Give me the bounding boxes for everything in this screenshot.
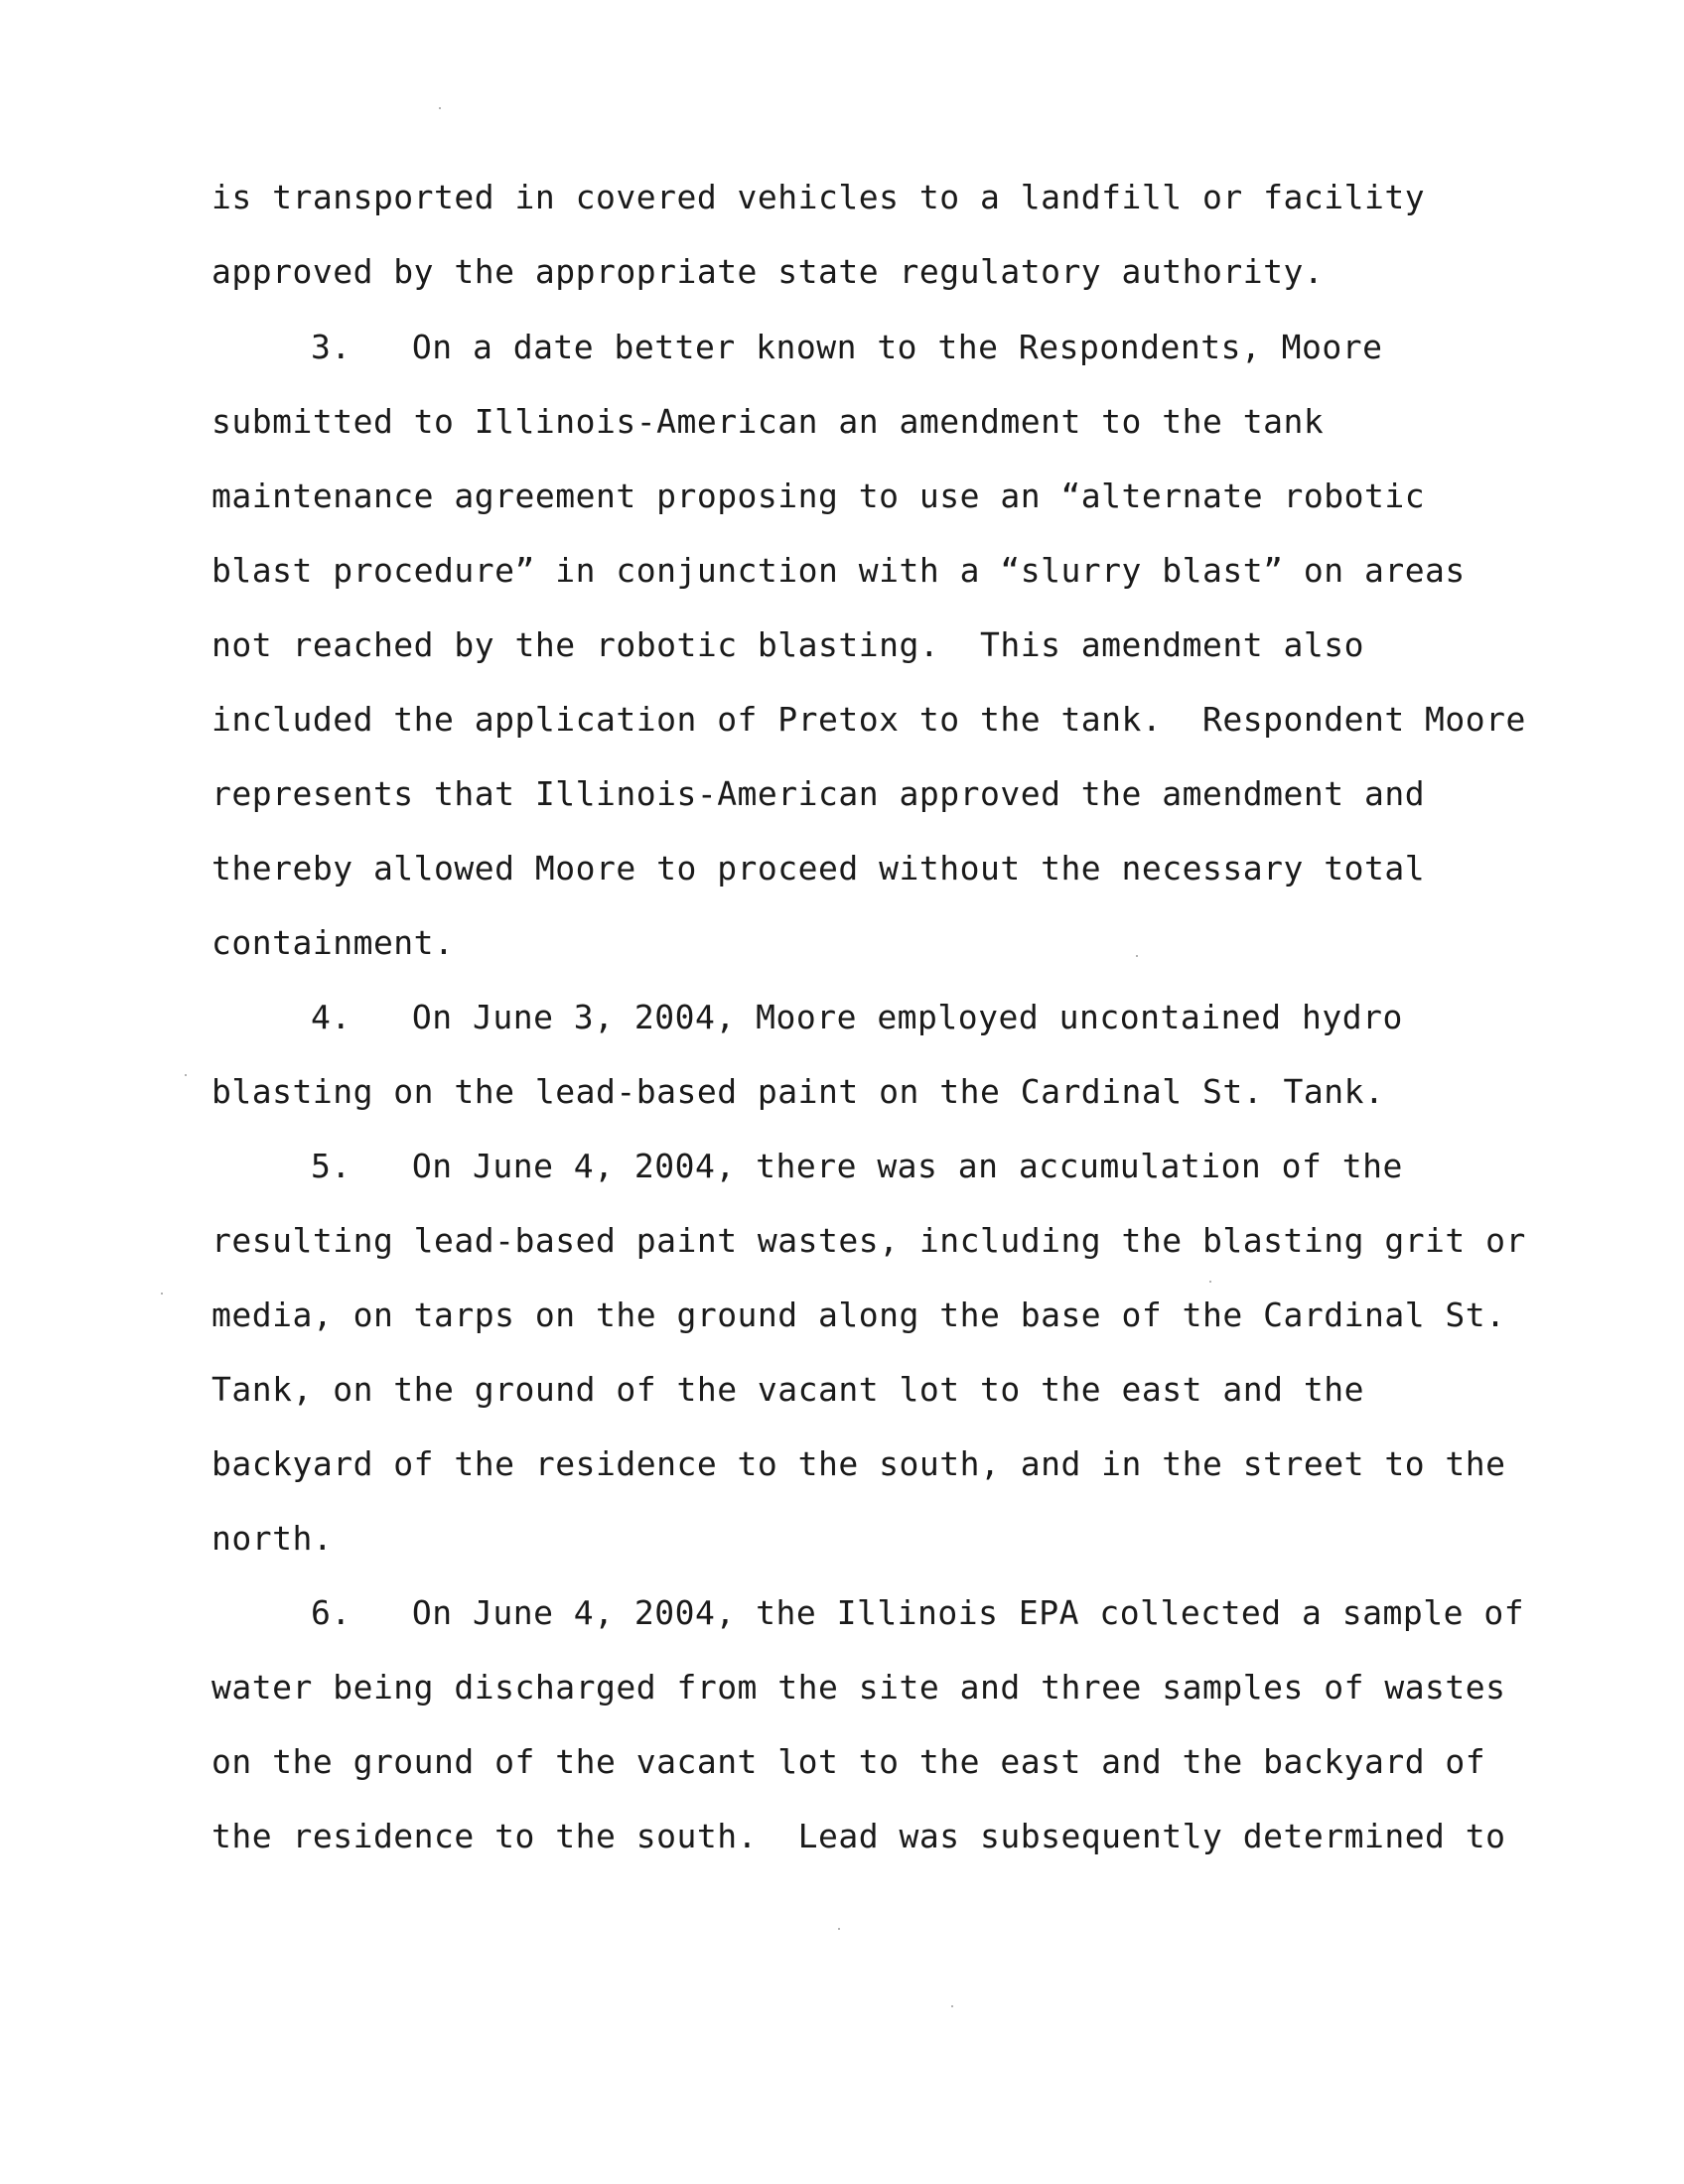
text-line: approved by the appropriate state regulatory authority.: [211, 252, 1325, 291]
paragraph-4-first-line: [311, 998, 1403, 1036]
text-line: thereby allowed Moore to proceed without the necessary total: [211, 849, 1426, 887]
text-line: north.: [211, 1519, 334, 1558]
paragraph-number: 5.: [311, 1147, 351, 1185]
text-line: represents that Illinois-American approved the amendment and: [211, 774, 1426, 813]
paragraph-5-first-line: [311, 1147, 1403, 1185]
text-line: Tank, on the ground of the vacant lot to the east and the: [211, 1370, 1364, 1409]
scan-speck: [439, 107, 441, 109]
scan-speck: [185, 1074, 187, 1076]
text-line: maintenance agreement proposing to use an “alternate robotic: [211, 477, 1426, 515]
paragraph-number: 6.: [311, 1593, 351, 1632]
text-line: is transported in covered vehicles to a landfill or facility: [211, 178, 1426, 216]
text-line: on the ground of the vacant lot to the east and the backyard of: [211, 1742, 1486, 1781]
text-line: the residence to the south. Lead was subsequently determined to: [211, 1817, 1506, 1855]
text-line: containment.: [211, 923, 455, 962]
paragraph-number: 4.: [311, 998, 351, 1036]
scan-speck: [1209, 1281, 1211, 1283]
scan-speck: [838, 1928, 840, 1930]
text-line: blast procedure” in conjunction with a “slurry blast” on areas: [211, 551, 1466, 590]
paragraph-text: On a date better known to the Respondents, Moore: [411, 328, 1383, 366]
text-line: backyard of the residence to the south, and in the street to the: [211, 1444, 1506, 1483]
paragraph-text: On June 4, 2004, there was an accumulation of the: [411, 1147, 1403, 1185]
paragraph-text: On June 3, 2004, Moore employed uncontained hydro: [411, 998, 1403, 1036]
text-line: media, on tarps on the ground along the base of the Cardinal St.: [211, 1296, 1506, 1334]
text-line: water being discharged from the site and three samples of wastes: [211, 1668, 1506, 1706]
paragraph-number: 3.: [311, 328, 351, 366]
text-line: blasting on the lead-based paint on the Cardinal St. Tank.: [211, 1072, 1385, 1111]
text-line: resulting lead-based paint wastes, including the blasting grit or: [211, 1221, 1526, 1260]
text-line: submitted to Illinois-American an amendment to the tank: [211, 402, 1325, 441]
scan-speck: [951, 2005, 953, 2007]
paragraph-6-first-line: [311, 1593, 1525, 1632]
text-line: not reached by the robotic blasting. This amendment also: [211, 625, 1364, 664]
scan-speck: [161, 1293, 163, 1295]
scan-speck: [1136, 955, 1138, 957]
paragraph-3-first-line: [311, 328, 1383, 366]
paragraph-text: On June 4, 2004, the Illinois EPA collected a sample of: [411, 1593, 1525, 1632]
text-line: included the application of Pretox to the tank. Respondent Moore: [211, 700, 1526, 739]
